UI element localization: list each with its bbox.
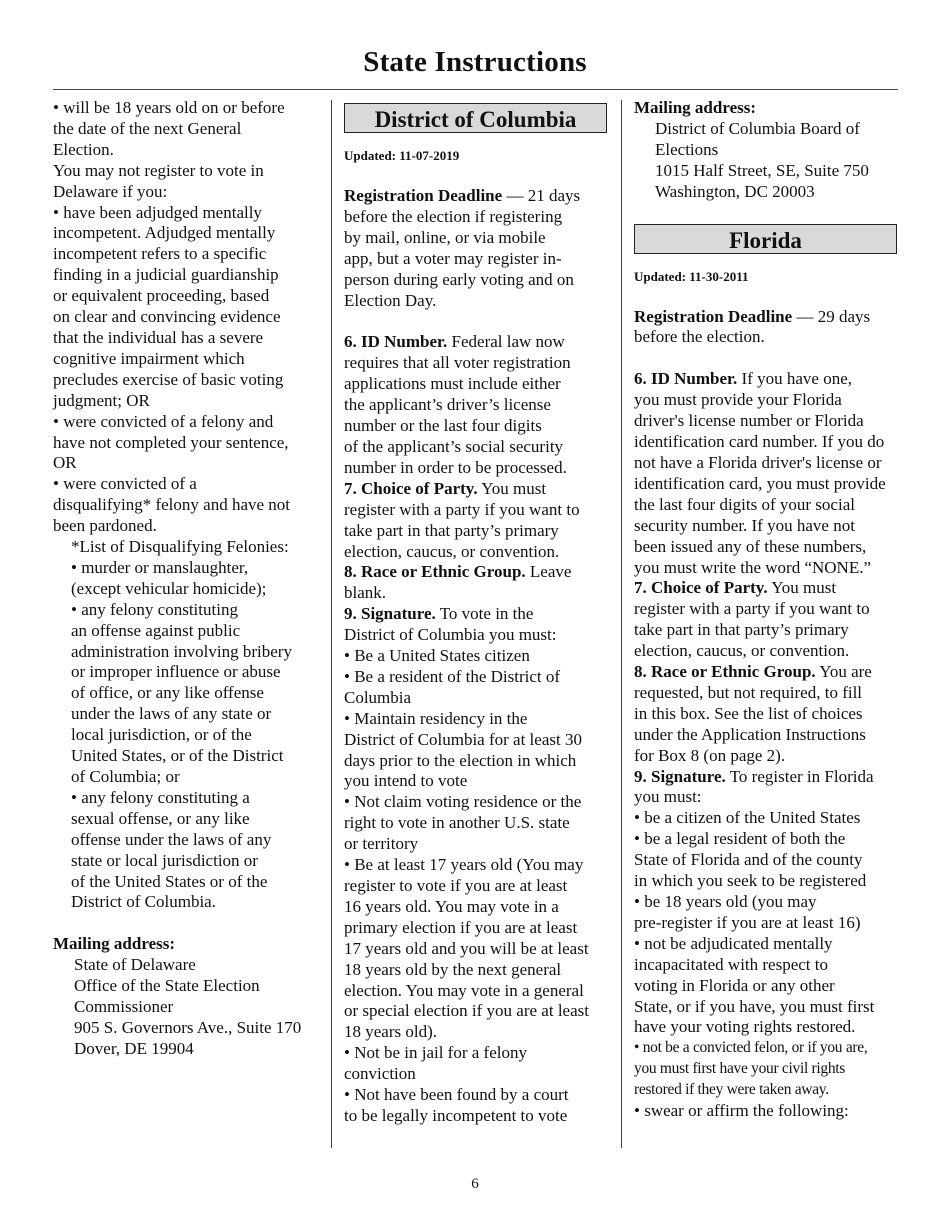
text-line: Election Day. (344, 290, 437, 310)
text-line: Washington, DC 20003 (655, 181, 815, 201)
delaware-mailing-heading: Mailing address: (53, 934, 176, 954)
fl-party-text: You must (767, 578, 837, 598)
fl-party-lines (634, 599, 902, 662)
text-line: take part in that party’s primary (344, 520, 559, 540)
dc-id-number-section (344, 332, 612, 478)
text-line: days prior to the election in which (344, 750, 577, 770)
dc-registration-deadline (344, 186, 612, 311)
text-line: requested, but not required, to fill (634, 682, 863, 702)
text-line: Columbia (344, 687, 412, 707)
fl-party-label: 7. Choice of Party. (634, 578, 768, 598)
text-line: • any felony constituting a (71, 787, 250, 807)
dc-updated-date: Updated: 11-07-2019 (344, 148, 460, 163)
text-line: security number. If you have not (634, 515, 855, 535)
text-line: Dover, DE 19904 (74, 1038, 194, 1058)
text-line: state or local jurisdiction or (71, 850, 258, 870)
text-line: identification card, you must provide (634, 473, 886, 493)
title-divider (53, 89, 898, 90)
text-line: • will be 18 years old on or before (53, 98, 285, 117)
text-line: primary election if you are at least (344, 917, 578, 937)
text-line: finding in a judicial guardianship (53, 265, 279, 285)
text-line: • be a legal resident of both the (634, 829, 846, 849)
text-line: you must: (634, 787, 702, 807)
fl-deadline-text: — 29 days (792, 306, 871, 326)
text-line: election. You may vote in a general (344, 980, 584, 1000)
text-line: app, but a voter may register in- (344, 248, 562, 268)
text-line: • Not have been found by a court (344, 1085, 569, 1105)
text-line: requires that all voter registration (344, 353, 571, 373)
text-line: OR (53, 453, 77, 473)
fl-id-text: If you have one, (737, 369, 852, 389)
text-line: 16 years old. You may vote in a (344, 896, 559, 916)
text-line: restored if they were taken away. (634, 1081, 829, 1099)
text-line: under the Application Instructions (634, 724, 866, 744)
dc-id-label: 6. ID Number. (344, 332, 448, 352)
text-line: you intend to vote (344, 771, 468, 791)
text-line: *List of Disqualifying Felonies: (71, 537, 289, 557)
text-line: Elections (655, 139, 719, 159)
text-line: • have been adjudged mentally (53, 202, 262, 222)
fl-swear-line: • swear or affirm the following: (634, 1101, 849, 1121)
text-line: or special election if you are at least (344, 1001, 589, 1021)
text-line: you must first have your civil rights (634, 1060, 846, 1078)
text-line: 18 years old by the next general (344, 959, 562, 979)
text-line: local jurisdiction, or of the (71, 725, 252, 745)
text-line: • not be a convicted felon, or if you are, (634, 1039, 868, 1057)
text-line: have your voting rights restored. (634, 1017, 856, 1037)
text-line: been pardoned. (53, 516, 157, 536)
fl-state-heading: Florida (634, 224, 897, 254)
dc-deadline-text: — 21 days (502, 186, 581, 205)
text-line: (except vehicular homicide); (71, 578, 267, 598)
dc-signature-text: To vote in the (435, 604, 534, 624)
text-line: State of Delaware (74, 955, 196, 975)
text-line: • were convicted of a felony and (53, 411, 274, 431)
dc-id-lines (344, 353, 612, 478)
fl-signature-text: To register in Florida (725, 766, 874, 786)
text-line: District of Columbia. (71, 892, 216, 912)
text-line: pre-register if you are at least 16) (634, 912, 861, 932)
text-line: number in order to be processed. (344, 457, 567, 477)
dc-party-section (344, 479, 612, 563)
text-line: precludes exercise of basic voting (53, 369, 284, 389)
dc-party-lines (344, 500, 612, 563)
text-line: by mail, online, or via mobile (344, 227, 546, 247)
text-line: 905 S. Governors Ave., Suite 170 (74, 1017, 302, 1037)
text-line: incapacitated with respect to (634, 954, 828, 974)
text-line: blank. (344, 583, 387, 603)
fl-registration-deadline (634, 307, 902, 349)
text-line: • be 18 years old (you may (634, 892, 817, 911)
text-line: register with a party if you want to (344, 499, 580, 519)
dc-party-label: 7. Choice of Party. (344, 478, 478, 498)
text-line: State, or if you have, you must first (634, 996, 875, 1016)
text-line: election, caucus, or convention. (634, 641, 850, 661)
dc-race-section (344, 562, 612, 604)
text-line: Commissioner (74, 997, 174, 1017)
text-line: under the laws of any state or (71, 704, 272, 724)
text-line: • murder or manslaughter, (71, 557, 249, 577)
delaware-mailing-address (53, 955, 323, 1060)
text-line: District of Columbia for at least 30 (344, 729, 582, 749)
fl-signature-lines (634, 787, 902, 1038)
text-line: or improper influence or abuse (71, 662, 281, 682)
text-line: that the individual has a severe (53, 327, 264, 347)
text-line: before the election if registering (344, 206, 563, 226)
dc-signature-lines (344, 625, 612, 1127)
text-line: administration involving bribery (71, 641, 292, 661)
page-number: 6 (471, 1176, 479, 1192)
text-line: 17 years old and you will be at least (344, 938, 589, 958)
fl-race-section (634, 662, 902, 767)
text-line: number or the last four digits (344, 416, 542, 436)
text-line: judgment; OR (53, 390, 150, 410)
fl-race-label: 8. Race or Ethnic Group. (634, 662, 816, 682)
dc-state-heading: District of Columbia (344, 103, 607, 133)
text-line: of the applicant’s social security (344, 436, 564, 456)
text-line: driver's license number or Florida (634, 411, 864, 431)
text-line: United States, or of the District (71, 746, 284, 766)
text-line: District of Columbia you must: (344, 625, 557, 645)
text-line: • Be at least 17 years old (You may (344, 855, 584, 875)
dc-party-text: You must (477, 478, 547, 498)
text-line: disqualifying* felony and have not (53, 495, 291, 515)
dc-race-lines (344, 583, 612, 604)
text-line: State of Florida and of the county (634, 850, 863, 870)
text-line: election, caucus, or convention. (344, 541, 560, 561)
text-line: you must provide your Florida (634, 390, 842, 410)
text-line: register with a party if you want to (634, 599, 870, 619)
text-line: conviction (344, 1064, 416, 1084)
text-line: • Maintain residency in the (344, 708, 528, 728)
text-line: before the election. (634, 327, 765, 347)
text-line: for Box 8 (on page 2). (634, 745, 786, 765)
fl-signature-label: 9. Signature. (634, 766, 726, 786)
text-line: person during early voting and on (344, 269, 574, 289)
text-line: of office, or any like offense (71, 683, 264, 703)
text-line: • Be a United States citizen (344, 646, 530, 666)
text-line: voting in Florida or any other (634, 975, 835, 995)
disqualifying-felonies-list (53, 537, 323, 913)
text-line: an offense against public (71, 620, 241, 640)
text-line: you must write the word “NONE.” (634, 557, 872, 577)
text-line: right to vote in another U.S. state (344, 813, 570, 833)
dc-signature-section (344, 604, 612, 1127)
fl-id-lines (634, 390, 902, 578)
fl-updated-date: Updated: 11-30-2011 (634, 268, 749, 284)
text-line: in which you seek to be registered (634, 871, 867, 891)
fl-party-section (634, 578, 902, 662)
column-divider-left (331, 100, 332, 1148)
column-dc (344, 98, 612, 1127)
text-line: • Be a resident of the District of (344, 666, 561, 686)
text-line: • be a citizen of the United States (634, 808, 861, 828)
delaware-eligibility (53, 98, 323, 537)
text-line: of Columbia; or (71, 767, 180, 786)
text-line: 18 years old). (344, 1022, 438, 1042)
column-delaware (53, 98, 323, 1060)
text-line: in this box. See the list of choices (634, 703, 863, 723)
text-line: • not be adjudicated mentally (634, 933, 833, 953)
column-florida (634, 98, 902, 1122)
dc-race-label: 8. Race or Ethnic Group. (344, 562, 526, 582)
dc-signature-label: 9. Signature. (344, 604, 436, 624)
text-line: identification card number. If you do (634, 432, 885, 452)
text-line: the applicant’s driver’s license (344, 395, 551, 415)
text-line: Delaware if you: (53, 181, 168, 201)
text-line: • Not claim voting residence or the (344, 792, 582, 812)
text-line: register to vote if you are at least (344, 876, 568, 895)
fl-signature-section (634, 767, 902, 1122)
text-line: applications must include either (344, 374, 561, 394)
fl-deadline-lines (634, 327, 902, 348)
text-line: the last four digits of your social (634, 494, 855, 514)
text-line: to be legally incompetent to vote (344, 1105, 568, 1125)
text-line: or territory (344, 834, 419, 854)
dc-deadline-label: Registration Deadline (344, 186, 503, 205)
dc-race-text: Leave (525, 562, 572, 582)
text-line: • were convicted of a (53, 474, 197, 494)
text-line: offense under the laws of any (71, 829, 272, 849)
text-line: cognitive impairment which (53, 348, 245, 368)
page-title: State Instructions (363, 46, 587, 78)
text-line: the date of the next General (53, 118, 242, 138)
text-line: District of Columbia Board of (655, 118, 860, 138)
text-line: of the United States or of the (71, 871, 268, 891)
text-line: • Not be in jail for a felony (344, 1043, 527, 1063)
text-line: incompetent. Adjudged mentally (53, 223, 276, 243)
text-line: • any felony constituting (71, 599, 238, 619)
text-line: or equivalent proceeding, based (53, 286, 270, 306)
text-line: have not completed your sentence, (53, 432, 289, 452)
text-line: sexual offense, or any like (71, 808, 250, 828)
column-divider-right (621, 100, 622, 1148)
dc-mailing-address (634, 119, 902, 203)
fl-id-label: 6. ID Number. (634, 369, 738, 389)
dc-mailing-heading: Mailing address: (634, 98, 757, 117)
fl-id-number-section (634, 369, 902, 578)
dc-deadline-lines (344, 207, 612, 312)
text-line: been issued any of these numbers, (634, 536, 867, 556)
text-line: Election. (53, 139, 114, 159)
text-line: take part in that party’s primary (634, 620, 849, 640)
text-line: You may not register to vote in (53, 160, 264, 180)
fl-felon-lines (634, 1038, 902, 1101)
text-line: 1015 Half Street, SE, Suite 750 (655, 160, 869, 180)
text-line: not have a Florida driver's license or (634, 452, 882, 472)
fl-race-lines (634, 683, 902, 767)
fl-deadline-label: Registration Deadline (634, 306, 793, 326)
text-line: incompetent refers to a specific (53, 244, 267, 264)
dc-id-text: Federal law now (447, 332, 565, 352)
text-line: on clear and convincing evidence (53, 307, 281, 327)
fl-race-text: You are (815, 662, 872, 682)
text-line: Office of the State Election (74, 976, 260, 996)
